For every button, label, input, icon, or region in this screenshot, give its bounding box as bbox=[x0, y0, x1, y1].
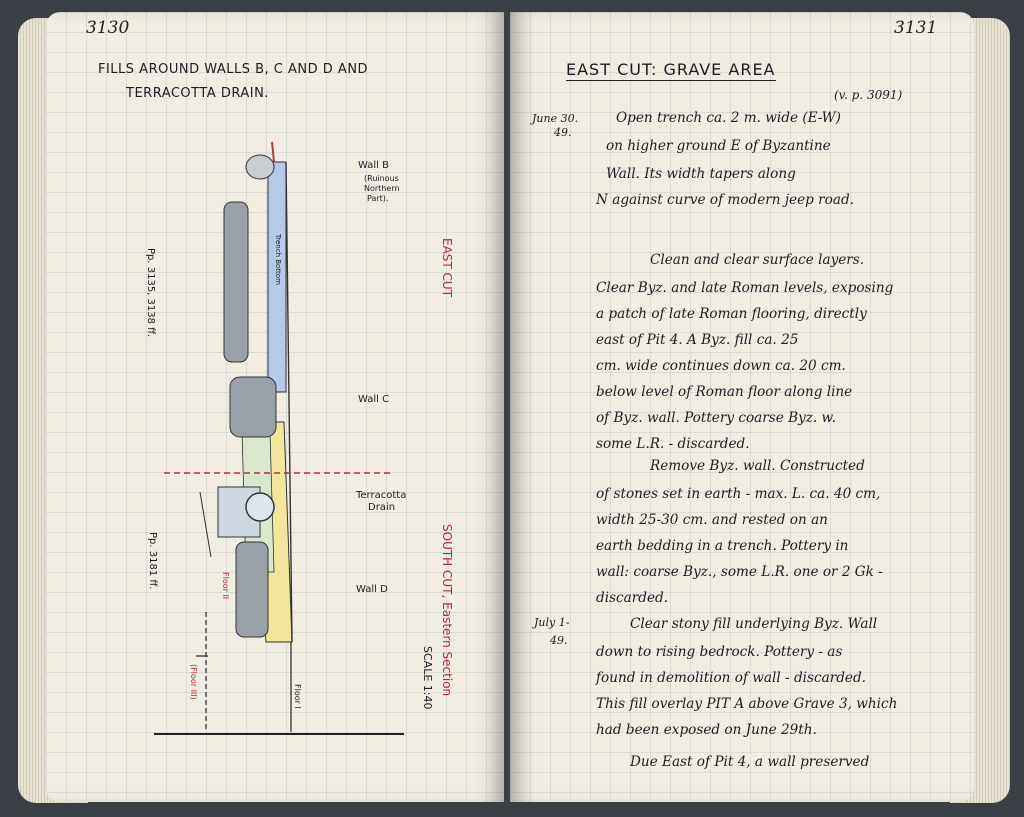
note-line: wall: coarse Byz., some L.R. one or 2 Gk - bbox=[596, 564, 883, 580]
note-line: a patch of late Roman flooring, directly bbox=[596, 306, 867, 322]
label-wall-b-note: Part). bbox=[367, 194, 389, 203]
note-line: cm. wide continues down ca. 20 cm. bbox=[596, 358, 846, 374]
note-line: had been exposed on June 29th. bbox=[596, 722, 817, 738]
entry-date: 49. bbox=[550, 634, 568, 647]
note-line: found in demolition of wall - discarded. bbox=[596, 670, 866, 686]
note-line: N against curve of modern jeep road. bbox=[596, 192, 854, 208]
entry-date: 49. bbox=[554, 126, 572, 139]
note-line: Clean and clear surface layers. bbox=[650, 252, 865, 268]
label-floor-i: Floor I bbox=[293, 684, 302, 709]
label-terracotta-drain: Terracotta bbox=[356, 490, 407, 501]
note-line: Wall. Its width tapers along bbox=[606, 166, 796, 182]
right-page bbox=[510, 12, 974, 802]
note-line: of Byz. wall. Pottery coarse Byz. w. bbox=[596, 410, 836, 426]
note-line: on higher ground E of Byzantine bbox=[606, 138, 831, 154]
label-floor-iii: (Floor III) bbox=[189, 664, 198, 700]
note-line: Open trench ca. 2 m. wide (E-W) bbox=[616, 110, 841, 126]
label-trench-bottom: Trench Bottom bbox=[274, 234, 282, 285]
note-line: This fill overlay PIT A above Grave 3, which bbox=[596, 696, 898, 712]
photo-reference: Pp. 3181 ff. bbox=[147, 532, 158, 590]
note-line: earth bedding in a trench. Pottery in bbox=[596, 538, 849, 554]
label-wall-c: Wall C bbox=[358, 394, 390, 405]
note-line: width 25-30 cm. and rested on an bbox=[596, 512, 828, 528]
label-wall-b: Wall B bbox=[358, 160, 389, 171]
label-south-cut: SOUTH CUT, Eastern Section bbox=[440, 524, 454, 697]
label-wall-b-note: (Ruinous bbox=[364, 174, 399, 183]
entry-date: June 30. bbox=[532, 112, 579, 125]
page-reference: (v. p. 3091) bbox=[834, 88, 903, 102]
entry-date: July 1- bbox=[534, 616, 570, 629]
note-line: Due East of Pit 4, a wall preserved bbox=[630, 754, 870, 770]
label-east-cut: EAST CUT bbox=[440, 238, 454, 298]
page-number: 3130 bbox=[86, 18, 130, 38]
photo-reference: Pp. 3135, 3138 ff. bbox=[145, 248, 156, 338]
page-title-line1: FILLS AROUND WALLS B, C AND D AND bbox=[98, 62, 369, 77]
page-title: EAST CUT: GRAVE AREA bbox=[566, 60, 776, 79]
section-drawing bbox=[46, 12, 504, 802]
note-line: east of Pit 4. A Byz. fill ca. 25 bbox=[596, 332, 799, 348]
label-floor-ii: Floor II bbox=[221, 572, 230, 600]
note-line: discarded. bbox=[596, 590, 669, 606]
note-line: down to rising bedrock. Pottery - as bbox=[596, 644, 843, 660]
left-page bbox=[46, 12, 504, 802]
note-line: Remove Byz. wall. Constructed bbox=[650, 458, 865, 474]
page-number: 3131 bbox=[894, 18, 938, 38]
label-wall-b-note: Northern bbox=[364, 184, 400, 193]
note-line: Clear stony fill underlying Byz. Wall bbox=[630, 616, 878, 632]
note-line: below level of Roman floor along line bbox=[596, 384, 853, 400]
label-terracotta-drain: Drain bbox=[368, 502, 396, 513]
label-scale: SCALE 1:40 bbox=[421, 646, 434, 710]
note-line: Clear Byz. and late Roman levels, exposing bbox=[596, 280, 894, 296]
note-line: of stones set in earth - max. L. ca. 40 cm, bbox=[596, 486, 881, 502]
note-line: some L.R. - discarded. bbox=[596, 436, 750, 452]
page-title-line2: TERRACOTTA DRAIN. bbox=[126, 86, 269, 101]
label-wall-d: Wall D bbox=[356, 584, 388, 595]
